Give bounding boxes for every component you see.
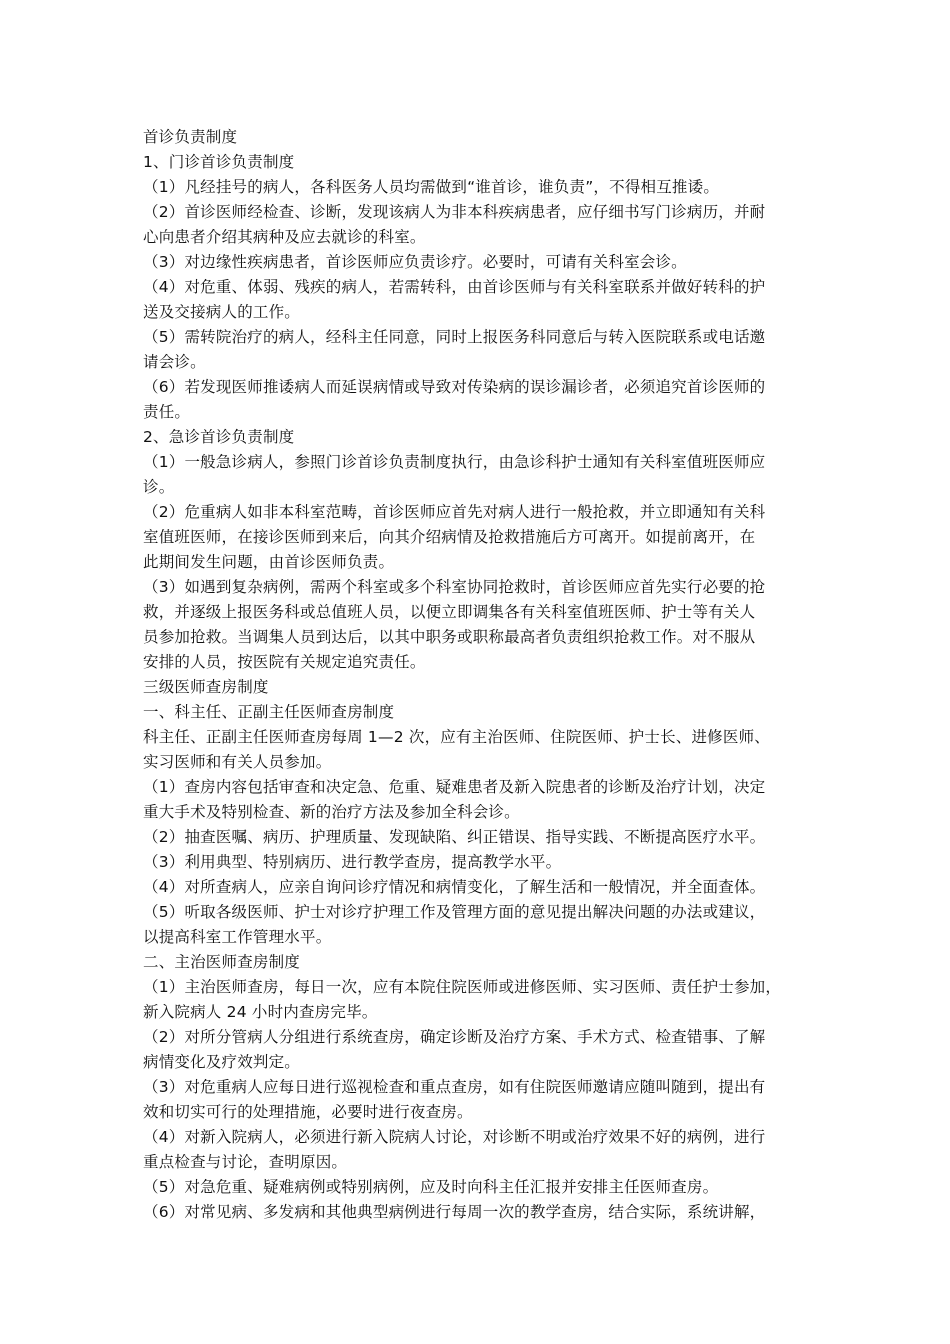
text-line: 此期间发生问题，由首诊医师负责。 [143, 553, 395, 571]
text-line: 三级医师查房制度 [143, 678, 269, 696]
text-line: （3）利用典型、特别病历、进行教学查房，提高教学水平。 [143, 853, 562, 871]
text-line: （3）对危重病人应每日进行巡视检查和重点查房，如有住院医师邀请应随叫随到，提出有 [143, 1078, 766, 1096]
text-line: （1）一般急诊病人，参照门诊首诊负责制度执行，由急诊科护士通知有关科室值班医师应 [143, 453, 766, 471]
text-line: （6）若发现医师推诿病人而延误病情或导致对传染病的误诊漏诊者，必须追究首诊医师的 [143, 378, 766, 396]
text-line: （1）查房内容包括审查和决定急、危重、疑难患者及新入院患者的诊断及治疗计划，决定 [143, 778, 766, 796]
text-line: 二、主治医师查房制度 [143, 953, 301, 971]
text-line: 以提高科室工作管理水平。 [143, 928, 332, 946]
text-line: （4）对所查病人，应亲自询问诊疗情况和病情变化，了解生活和一般情况，并全面查体。 [143, 878, 766, 896]
text-line: 诊。 [143, 478, 175, 496]
document-body [143, 125, 813, 1225]
text-line: （2）抽查医嘱、病历、护理质量、发现缺陷、纠正错误、指导实践、不断提高医疗水平。 [143, 828, 766, 846]
text-line: 员参加抢救。当调集人员到达后，以其中职务或职称最高者负责组织抢救工作。对不服从 [143, 628, 756, 646]
text-line: 送及交接病人的工作。 [143, 303, 301, 321]
text-line: 病情变化及疗效判定。 [143, 1053, 301, 1071]
text-line: 新入院病人 24 小时内查房完毕。 [143, 1003, 378, 1021]
text-line: （3）如遇到复杂病例，需两个科室或多个科室协同抢救时，首诊医师应首先实行必要的抢 [143, 578, 766, 596]
text-line: 实习医师和有关人员参加。 [143, 753, 332, 771]
text-line: （2）首诊医师经检查、诊断，发现该病人为非本科疾病患者，应仔细书写门诊病历，并耐 [143, 203, 766, 221]
text-line: 首诊负责制度 [143, 128, 238, 146]
text-line: 1、门诊首诊负责制度 [143, 153, 295, 171]
text-line: 2、急诊首诊负责制度 [143, 428, 295, 446]
text-line: （6）对常见病、多发病和其他典型病例进行每周一次的教学查房，结合实际，系统讲解， [143, 1203, 766, 1221]
text-line: 救，并逐级上报医务科或总值班人员，以便立即调集各有关科室值班医师、护士等有关人 [143, 603, 756, 621]
text-line: 重大手术及特别检查、新的治疗方法及参加全科会诊。 [143, 803, 520, 821]
text-line: （2）危重病人如非本科室范畴，首诊医师应首先对病人进行一般抢救，并立即通知有关科 [143, 503, 766, 521]
text-line: 责任。 [143, 403, 191, 421]
text-line: （1）主治医师查房，每日一次，应有本院住院医师或进修医师、实习医师、责任护士参加， [143, 978, 782, 996]
text-line: 安排的人员，按医院有关规定追究责任。 [143, 653, 426, 671]
text-line: （4）对新入院病人，必须进行新入院病人讨论，对诊断不明或治疗效果不好的病例，进行 [143, 1128, 766, 1146]
text-line: 心向患者介绍其病种及应去就诊的科室。 [143, 228, 426, 246]
text-line: 室值班医师，在接诊医师到来后，向其介绍病情及抢救措施后方可离开。如提前离开，在 [143, 528, 756, 546]
text-line: 重点检查与讨论，查明原因。 [143, 1153, 348, 1171]
text-line: （3）对边缘性疾病患者，首诊医师应负责诊疗。必要时，可请有关科室会诊。 [143, 253, 687, 271]
text-line: （4）对危重、体弱、残疾的病人，若需转科，由首诊医师与有关科室联系并做好转科的护 [143, 278, 766, 296]
text-line: （5）对急危重、疑难病例或特别病例，应及时向科主任汇报并安排主任医师查房。 [143, 1178, 719, 1196]
text-line: 科主任、正副主任医师查房每周 1—2 次，应有主治医师、住院医师、护士长、进修医师、 [143, 728, 770, 746]
text-line: （5）需转院治疗的病人，经科主任同意，同时上报医务科同意后与转入医院联系或电话邀 [143, 328, 766, 346]
text-line: （2）对所分管病人分组进行系统查房，确定诊断及治疗方案、手术方式、检查错事、了解 [143, 1028, 766, 1046]
text-line: （5）听取各级医师、护士对诊疗护理工作及管理方面的意见提出解决问题的办法或建议， [143, 903, 766, 921]
text-line: （1）凡经挂号的病人，各科医务人员均需做到“谁首诊，谁负责”，不得相互推诿。 [143, 178, 720, 196]
text-line: 请会诊。 [143, 353, 206, 371]
text-line: 效和切实可行的处理措施，必要时进行夜查房。 [143, 1103, 473, 1121]
text-line: 一、科主任、正副主任医师查房制度 [143, 703, 395, 721]
